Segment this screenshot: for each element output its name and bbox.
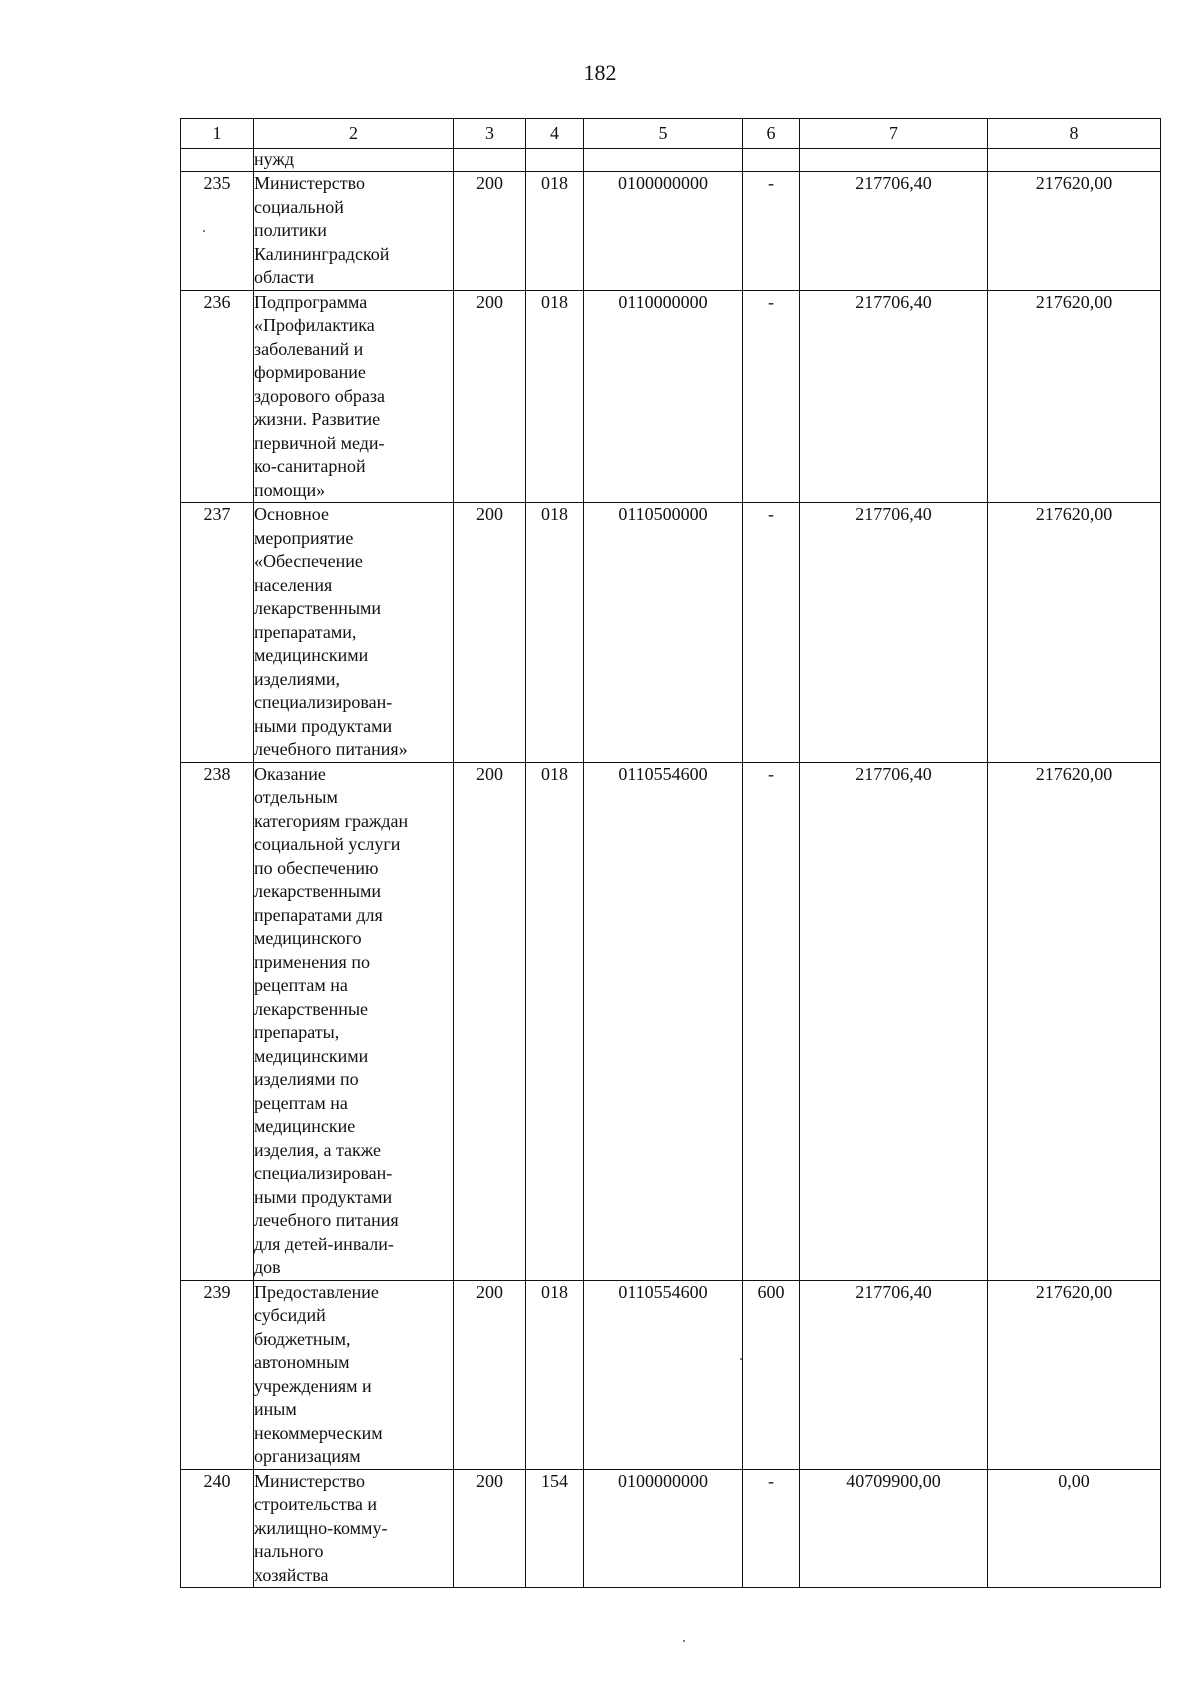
section-code-cell: 200 xyxy=(454,1469,526,1588)
amount-col7-cell: 217706,40 xyxy=(800,762,988,1280)
row-number-cell: 240 xyxy=(181,1469,254,1588)
table-row xyxy=(181,1469,1161,1588)
table-row xyxy=(181,762,1161,1280)
table-row xyxy=(181,1280,1161,1469)
row-name-cell: Предоставление субсидий бюджетным, автономным учреждениям и иным некоммерческим организациям xyxy=(254,1280,454,1469)
target-code-cell: 0100000000 xyxy=(584,172,743,291)
ministry-code-cell: 018 xyxy=(526,1280,584,1469)
column-header: 7 xyxy=(800,119,988,149)
row-number-cell xyxy=(181,149,254,172)
amount-col8-cell: 217620,00 xyxy=(988,1280,1161,1469)
row-name-cell: Подпрограмма «Профилактика заболеваний и формирование здорового образа жизни. Развитие первичной меди- ко-санитарной помощи» xyxy=(254,290,454,503)
row-number-cell: 236 xyxy=(181,290,254,503)
table-row xyxy=(181,290,1161,503)
section-code-cell: 200 xyxy=(454,290,526,503)
expense-type-cell: - xyxy=(743,290,800,503)
row-name-cell: Министерство строительства и жилищно-комму- нального хозяйства xyxy=(254,1469,454,1588)
expense-type-cell: - xyxy=(743,503,800,763)
scan-speck xyxy=(740,1358,742,1360)
section-code-cell: 200 xyxy=(454,762,526,1280)
target-code-cell: 0110500000 xyxy=(584,503,743,763)
ministry-code-cell: 154 xyxy=(526,1469,584,1588)
ministry-code-cell: 018 xyxy=(526,762,584,1280)
target-code-cell: 0110000000 xyxy=(584,290,743,503)
amount-col8-cell: 217620,00 xyxy=(988,172,1161,291)
row-number-cell: 237 xyxy=(181,503,254,763)
table-row xyxy=(181,503,1161,763)
column-header-row xyxy=(181,119,1161,149)
expense-type-cell: - xyxy=(743,172,800,291)
continuation-row xyxy=(181,149,1161,172)
expense-type-cell: - xyxy=(743,762,800,1280)
column-header: 8 xyxy=(988,119,1161,149)
table-row xyxy=(181,172,1161,291)
amount-col8-cell: 217620,00 xyxy=(988,290,1161,503)
target-code-cell: 0110554600 xyxy=(584,1280,743,1469)
target-code-cell: 0100000000 xyxy=(584,1469,743,1588)
row-number-cell: 235 xyxy=(181,172,254,291)
ministry-code-cell: 018 xyxy=(526,290,584,503)
section-code-cell: 200 xyxy=(454,1280,526,1469)
expense-type-cell: 600 xyxy=(743,1280,800,1469)
column-header: 4 xyxy=(526,119,584,149)
amount-col8-cell: 217620,00 xyxy=(988,762,1161,1280)
amount-col7-cell: 217706,40 xyxy=(800,172,988,291)
row-name-cell: нужд xyxy=(254,149,454,172)
target-code-cell: 0110554600 xyxy=(584,762,743,1280)
column-header: 6 xyxy=(743,119,800,149)
ministry-code-cell: 018 xyxy=(526,503,584,763)
row-name-cell: Оказание отдельным категориям граждан социальной услуги по обеспечению лекарственными препаратами для медицинского применения по рецептам на лекарственные препараты, медицинскими изделиями по рецептам на медицинские изделия, а также специализирован- ными продуктами лечебного питания для детей-инвали- дов xyxy=(254,762,454,1280)
amount-col7-cell: 217706,40 xyxy=(800,290,988,503)
section-code-cell: 200 xyxy=(454,172,526,291)
scan-speck xyxy=(683,1640,685,1642)
amount-col8-cell: 217620,00 xyxy=(988,503,1161,763)
column-header: 5 xyxy=(584,119,743,149)
row-number-cell: 239 xyxy=(181,1280,254,1469)
amount-col7-cell: 217706,40 xyxy=(800,1280,988,1469)
row-name-cell: Министерство социальной политики Калининградской области xyxy=(254,172,454,291)
amount-col7-cell: 40709900,00 xyxy=(800,1469,988,1588)
column-header: 3 xyxy=(454,119,526,149)
row-name-cell: Основное мероприятие «Обеспечение населения лекарственными препаратами, медицинскими изделиями, специализирован- ными продуктами лечебного питания» xyxy=(254,503,454,763)
column-header: 2 xyxy=(254,119,454,149)
expense-type-cell: - xyxy=(743,1469,800,1588)
ministry-code-cell: 018 xyxy=(526,172,584,291)
amount-col8-cell: 0,00 xyxy=(988,1469,1161,1588)
amount-col7-cell: 217706,40 xyxy=(800,503,988,763)
page-number: 182 xyxy=(583,60,617,85)
section-code-cell: 200 xyxy=(454,503,526,763)
scan-speck xyxy=(203,230,205,232)
row-number-cell: 238 xyxy=(181,762,254,1280)
column-header: 1 xyxy=(181,119,254,149)
budget-table xyxy=(180,118,1161,1588)
